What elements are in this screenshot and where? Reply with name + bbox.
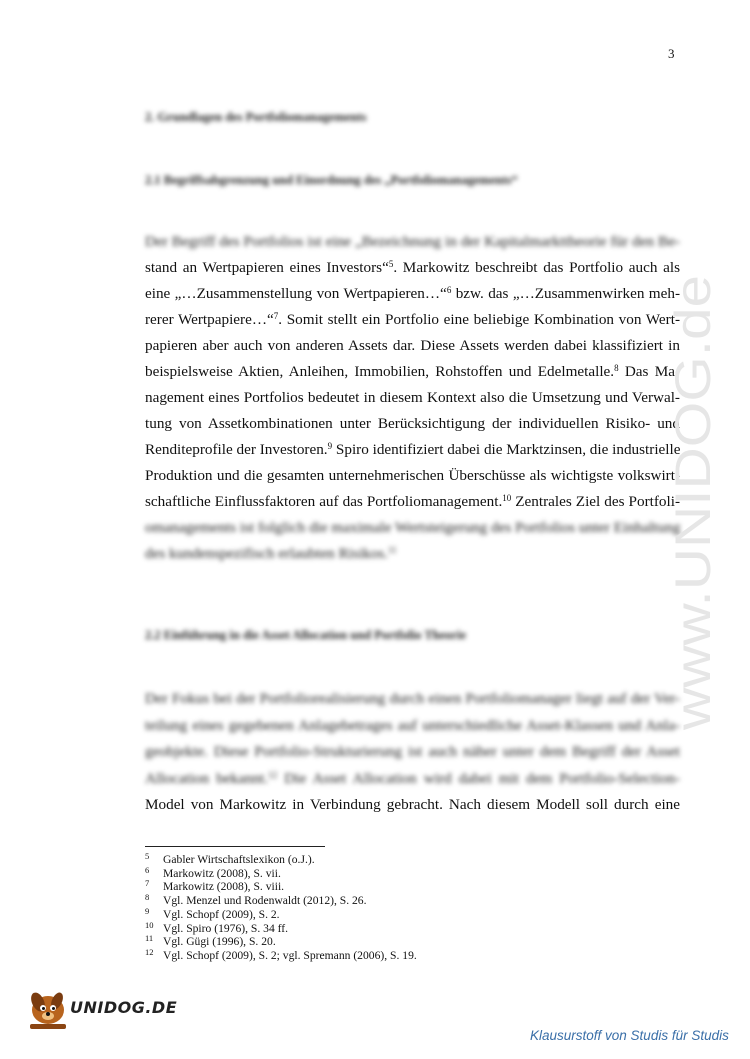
footnote-reference: 12 [268,769,278,780]
footnote-reference: 9 [327,441,333,451]
text-fragment: Renditeprofile der Investoren. [145,441,328,458]
footnote-text: Vgl. Schopf (2009), S. 2. [163,907,280,921]
footnote-text: Vgl. Menzel und Rodenwaldt (2012), S. 26. [163,894,367,908]
body-text-line [145,359,680,385]
footnote-number: 12 [145,946,154,957]
body-text-line [145,255,680,281]
watermark [650,265,730,735]
dog-mascot-icon [28,990,66,1029]
text-fragment: Allocation bekannt. [145,769,269,787]
body-text-line: geobjekte. Diese Portfolio-Strukturierung ist auch näher unter dem Begriff der Asset [145,743,680,760]
body-text-line [145,437,680,463]
text-fragment: rerer Wertpapiere…“ [145,311,274,328]
subsection-heading-2-2: 2.2 Einführung in die Asset Allocation und Portfolio Theorie [145,628,466,642]
body-text-line: Produktion und die gesamten unternehmerischen Überschüsse als wichtigste volkswirt- [145,467,680,484]
footnote-number: 10 [145,919,154,930]
text-fragment: bzw. das „…Zusammenwirken meh- [451,285,680,302]
logo-wordmark: UNIDOG.DE [70,998,178,1017]
footnote-text: Gabler Wirtschaftslexikon (o.J.). [163,853,315,866]
footnote-number: 5 [145,851,150,861]
body-text-line [145,307,680,333]
text-fragment: . Markowitz beschreibt das Portfolio auch als [393,259,680,276]
footnote-number: 9 [145,905,150,916]
text-fragment: Die Asset Allocation wird dabei mit dem Portfolio-Selection- [277,769,681,787]
footer-slogan: Klausurstoff von Studis für Studis [530,1028,729,1043]
text-fragment: schaftliche Einflussfaktoren auf das Portfoliomanagement. [145,493,503,510]
footnote-reference: 8 [614,363,619,373]
footnote-text: Markowitz (2008), S. viii. [163,880,285,894]
footnote-text: Vgl. Spiro (1976), S. 34 ff. [163,921,289,935]
section-heading: 2. Grundlagen des Portfoliomanagements [145,110,367,124]
body-text-line: tung von Assetkombinationen unter Berücksichtigung der individuellen Risiko- und [145,415,680,432]
body-text-line: Model von Markowitz in Verbindung gebracht. Nach diesem Modell soll durch eine [145,796,680,813]
footnote-number: 6 [145,864,150,875]
text-fragment: Das Ma- [618,363,680,380]
footnote [145,853,545,867]
body-text-line: Der Fokus bei der Portfoliorealisierung durch einen Portfoliomanager liegt auf der Ver- [145,690,680,707]
footnote-number: 11 [145,933,154,944]
footnote-reference: 7 [273,311,279,321]
text-fragment: eine „…Zusammenstellung von Wertpapieren…“ [145,285,447,302]
text-fragment: Zentrales Ziel des Portfoli- [511,493,681,510]
footnote-reference: 6 [446,285,452,295]
footnote [145,946,545,963]
body-text-line [145,766,680,792]
footnote-reference: 5 [388,259,394,269]
body-text-line [145,541,680,567]
watermark-text: www.UNIDOG.de [665,341,721,730]
footnote [145,880,545,894]
footnote [145,894,545,908]
footnote [145,935,545,949]
text-fragment: Spiro identifiziert dabei die Marktzinsen, die industrielle [332,441,681,458]
body-text-line: nagement eines Portfolios bedeutet in diesem Kontext also die Umsetzung und Verwal- [145,389,680,406]
footnote-separator [145,846,325,847]
body-text-line: papieren aber auch von anderen Assets dar. Diese Assets werden dabei klassifiziert in [145,337,680,354]
text-fragment: stand an Wertpapieren eines Investors“ [145,259,389,276]
body-text-line: teilung eines gegebenen Anlagebetrages auf unterschiedliche Asset-Klassen und Anla- [145,716,680,734]
body-text-line [145,281,680,307]
text-fragment: beispielsweise Aktien, Anleihen, Immobilien, Rohstoffen und Edelmetalle. [145,363,615,380]
body-text-line: omanagements ist folglich die maximale Wertsteigerung des Portfolios unter Einhaltung [145,519,681,536]
page-number: 3 [668,46,675,61]
text-fragment: . Somit stellt ein Portfolio eine beliebige Kombination von Wert- [278,311,681,328]
body-text-line [145,489,680,515]
footnote [145,919,545,936]
footnote-text: Vgl. Gügi (1996), S. 20. [163,935,276,949]
footnote-number: 7 [145,878,150,889]
body-text-line: Der Begriff des Portfolios ist eine „Bezeichnung in der Kapitalmarkttheorie für den Be- [145,233,680,250]
subsection-heading-2-1: 2.1 Begriffsabgrenzung und Einordnung des „Portfoliomanagements“ [145,173,518,187]
footnote-text: Markowitz (2008), S. vii. [163,866,281,880]
footnote-text: Vgl. Schopf (2009), S. 2; vgl. Spremann (2006), S. 19. [163,948,417,962]
footnote [145,905,545,922]
footnote-number: 8 [145,892,150,903]
footnote [145,864,545,881]
text-fragment: des kundenspezifisch erlaubten Risikos. [145,545,388,562]
footnote-reference: 11 [387,545,397,555]
footnote-reference: 10 [502,493,512,503]
